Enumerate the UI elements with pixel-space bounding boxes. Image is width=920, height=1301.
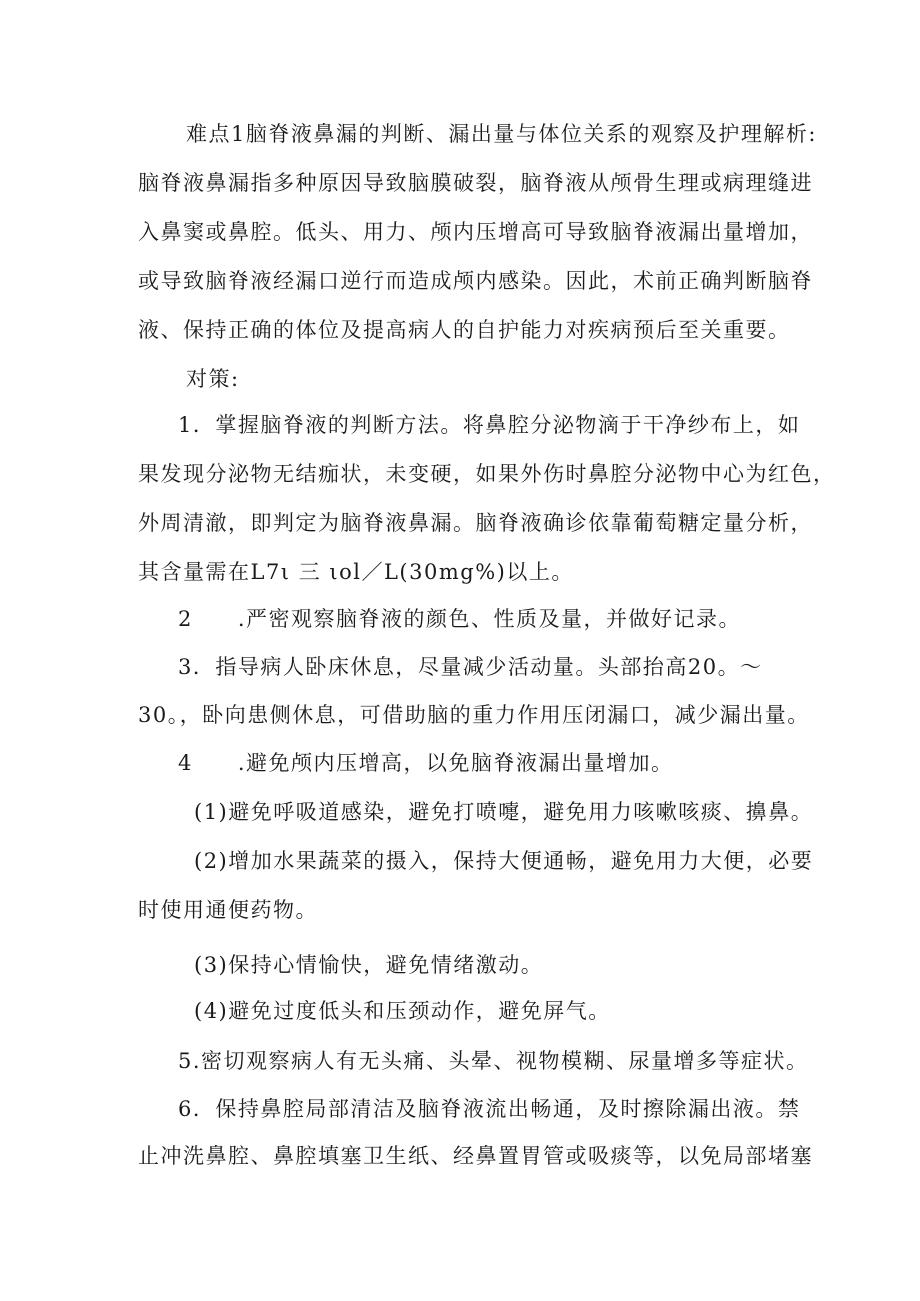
paragraph-line: 液、保持正确的体位及提高病人的自护能力对疾病预后至关重要。 <box>138 318 791 342</box>
heading-difficulty-1: 难点1脑脊液鼻漏的判断、漏出量与体位关系的观察及护理解析: <box>186 122 817 146</box>
paragraph-line: (3)保持心情愉快，避免情绪激动。 <box>194 953 544 977</box>
paragraph-line: 1．掌握脑脊液的判断方法。将鼻腔分泌物滴于干净纱布上，如 <box>178 413 801 437</box>
paragraph-line: 入鼻窦或鼻腔。低头、用力、颅内压增高可导致脑脊液漏出量增加， <box>138 220 813 244</box>
paragraph-line: 外周清澈，即判定为脑脊液鼻漏。脑脊液确诊依靠葡萄糖定量分析， <box>138 511 813 535</box>
paragraph-line: 5.密切观察病人有无头痛、头晕、视物模糊、尿量增多等症状。 <box>178 1049 809 1073</box>
countermeasures-heading: 对策: <box>186 367 240 391</box>
paragraph-line: 脑脊液鼻漏指多种原因导致脑膜破裂，脑脊液从颅骨生理或病理缝进 <box>138 171 813 195</box>
paragraph-line: 3．指导病人卧床休息，尽量减少活动量。头部抬高20。〜 <box>178 655 763 679</box>
paragraph-line: (4)避免过度低头和压颈动作，避免屏气。 <box>194 999 611 1023</box>
paragraph-line: (1)避免呼吸道感染，避免打喷嚏，避免用力咳嗽咳痰、擤鼻。 <box>194 800 814 824</box>
paragraph-line: 4 .避免颅内压增高，以免脑脊液漏出量增加。 <box>178 751 674 775</box>
paragraph-line: 时使用通便药物。 <box>138 898 318 922</box>
paragraph-line: 2 .严密观察脑脊液的颜色、性质及量，并做好记录。 <box>178 607 742 631</box>
paragraph-line: 止冲洗鼻腔、鼻腔填塞卫生纸、经鼻置胃管或吸痰等，以免局部堵塞 <box>138 1144 813 1168</box>
paragraph-line: 或导致脑脊液经漏口逆行而造成颅内感染。因此，术前正确判断脑脊 <box>138 269 813 293</box>
paragraph-line: 30。，卧向患侧休息，可借助脑的重力作用压闭漏口，减少漏出量。 <box>138 703 810 727</box>
paragraph-line: 其含量需在L7ι 三 ιol／L(30mg%)以上。 <box>138 560 574 584</box>
paragraph-line: 果发现分泌物无结痂状，未变硬，如果外伤时鼻腔分泌物中心为红色， <box>138 462 836 486</box>
paragraph-line: (2)增加水果蔬菜的摄入，保持大便通畅，避免用力大便，必要 <box>194 849 814 873</box>
paragraph-line: 6．保持鼻腔局部清洁及脑脊液流出畅通，及时擦除漏出液。禁 <box>178 1097 801 1121</box>
